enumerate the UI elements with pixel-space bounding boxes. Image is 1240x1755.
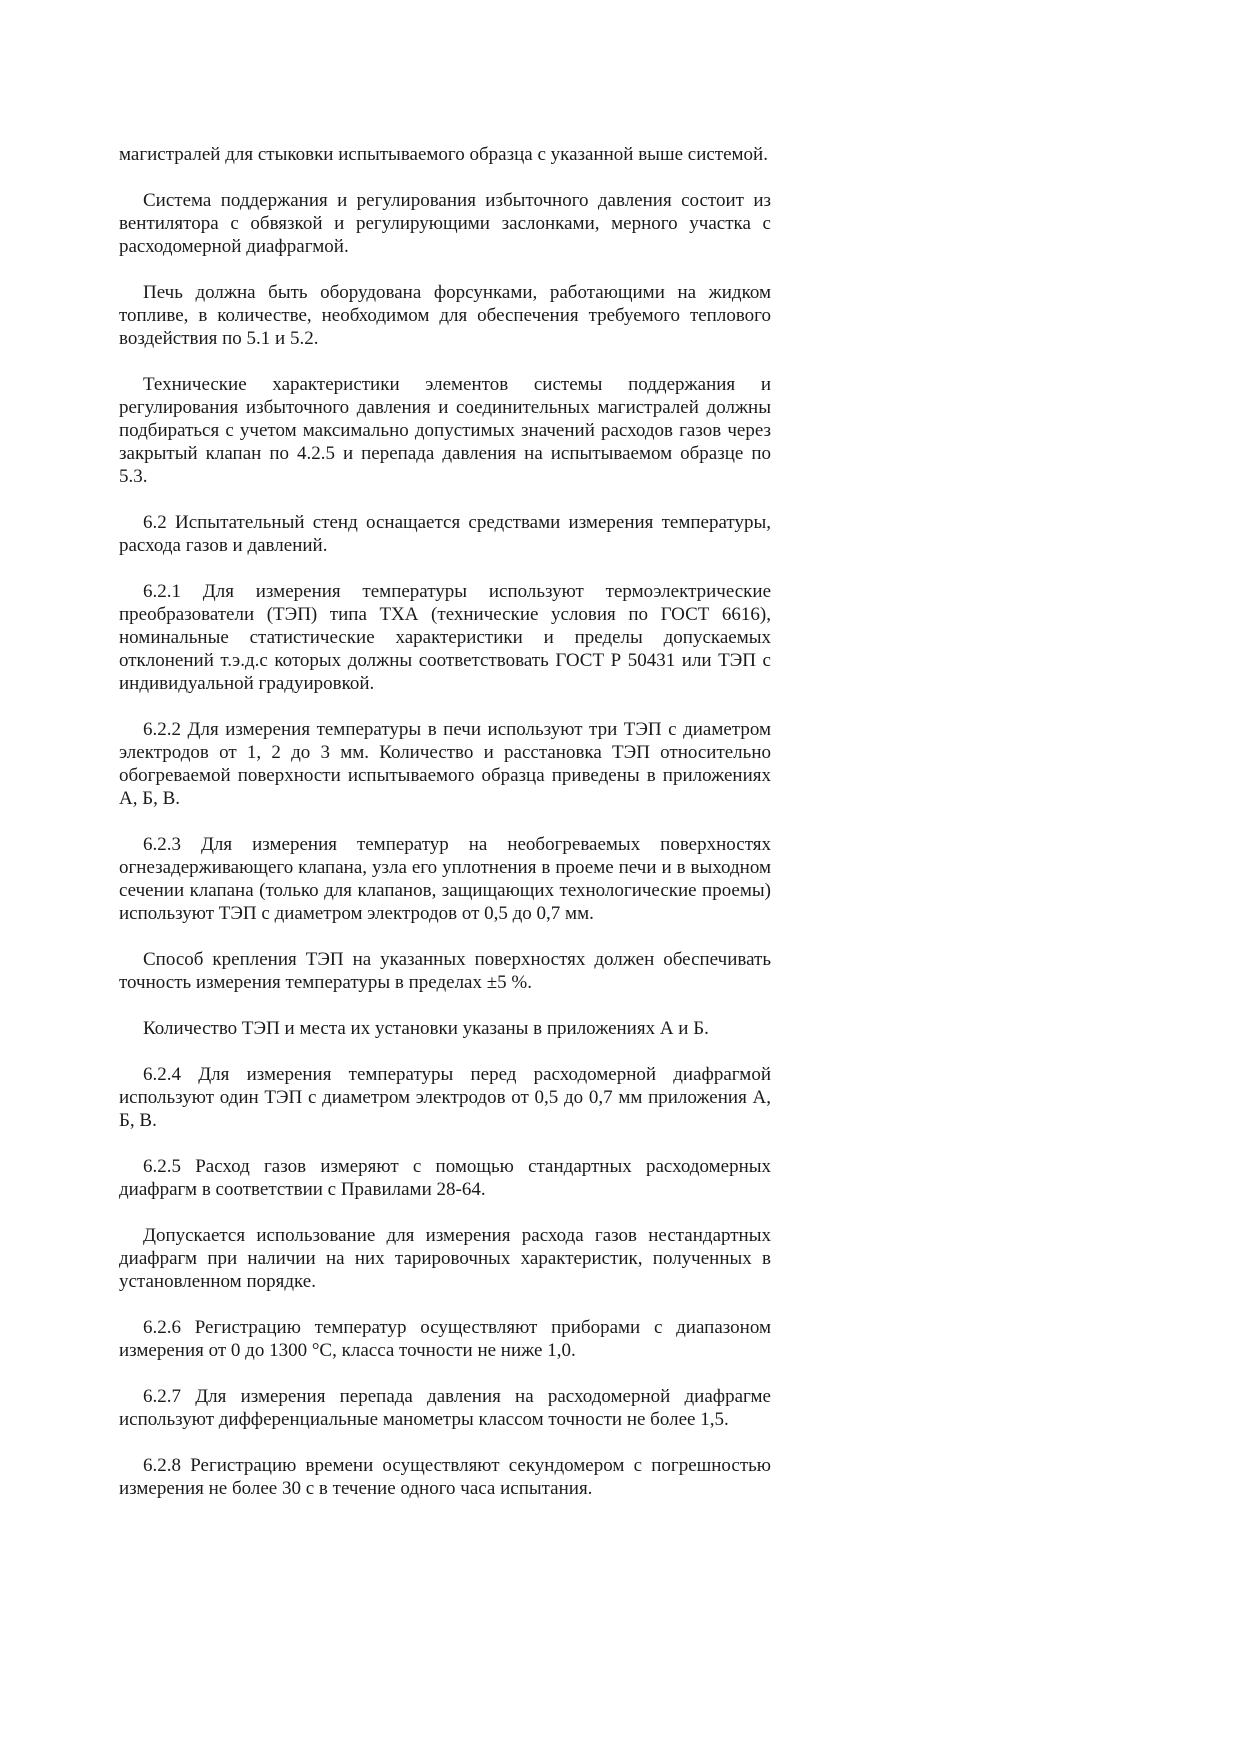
paragraph-6-2-7: 6.2.7 Для измерения перепада давления на расходомерной диафрагме используют дифференциальные манометры классом точности не более 1,5. (119, 1386, 771, 1430)
paragraph-6-2-1: 6.2.1 Для измерения температуры используют термоэлектрические преобразователи (ТЭП) типа ТХА (технические условия по ГОСТ 6616), номинальные статистические характеристики и пределы допускаемых отклонений т.э.д.с которых должны соответствовать ГОСТ Р 50431 или ТЭП с индивидуальной градуировкой. (119, 581, 771, 694)
paragraph-furnace-burners: Печь должна быть оборудована форсунками, работающими на жидком топливе, в количестве, необходимом для обеспечения требуемого теплового воздействия по 5.1 и 5.2. (119, 282, 771, 349)
paragraph-nonstandard-diaphragms: Допускается использование для измерения расхода газов нестандартных диафрагм при наличии на них тарировочных характеристик, полученных в установленном порядке. (119, 1225, 771, 1292)
paragraph-6-2-2: 6.2.2 Для измерения температуры в печи используют три ТЭП с диаметром электродов от 1, 2 до 3 мм. Количество и расстановка ТЭП относительно обогреваемой поверхности испытываемого образца приведены в приложениях А, Б, В. (119, 719, 771, 809)
paragraph-6-2-5: 6.2.5 Расход газов измеряют с помощью стандартных расходомерных диафрагм в соответствии с Правилами 28-64. (119, 1156, 771, 1200)
paragraph-6-2-6: 6.2.6 Регистрацию температур осуществляют приборами с диапазоном измерения от 0 до 1300 °С, класса точности не ниже 1,0. (119, 1317, 771, 1361)
paragraph-tep-count: Количество ТЭП и места их установки указаны в приложениях А и Б. (143, 1018, 709, 1039)
document-page (119, 143, 771, 1523)
paragraph-pressure-system: Система поддержания и регулирования избыточного давления состоит из вентилятора с обвязкой и регулирующими заслонками, мерного участка с расходомерной диафрагмой. (119, 190, 771, 257)
paragraph-6-2-4: 6.2.4 Для измерения температуры перед расходомерной диафрагмой используют один ТЭП с диаметром электродов от 0,5 до 0,7 мм приложения А, Б, В. (119, 1064, 771, 1131)
paragraph-6-2: 6.2 Испытательный стенд оснащается средствами измерения температуры, расхода газов и давлений. (119, 512, 771, 556)
paragraph-6-2-8: 6.2.8 Регистрацию времени осуществляют секундомером с погрешностью измерения не более 30 с в течение одного часа испытания. (119, 1455, 771, 1499)
paragraph-continuation: магистралей для стыковки испытываемого образца с указанной выше системой. (119, 144, 768, 165)
paragraph-technical-characteristics: Технические характеристики элементов системы поддержания и регулирования избыточного давления и соединительных магистралей должны подбираться с учетом максимально допустимых значений расходов газов через закрытый клапан по 4.2.5 и перепада давления на испытываемом образце по 5.3. (119, 374, 771, 487)
paragraph-6-2-3: 6.2.3 Для измерения температур на необогреваемых поверхностях огнезадерживающего клапана, узла его уплотнения в проеме печи и в выходном сечении клапана (только для клапанов, защищающих технологические проемы) используют ТЭП с диаметром электродов от 0,5 до 0,7 мм. (119, 834, 771, 924)
paragraph-mounting-method: Способ крепления ТЭП на указанных поверхностях должен обеспечивать точность измерения температуры в пределах ±5 %. (119, 949, 771, 993)
